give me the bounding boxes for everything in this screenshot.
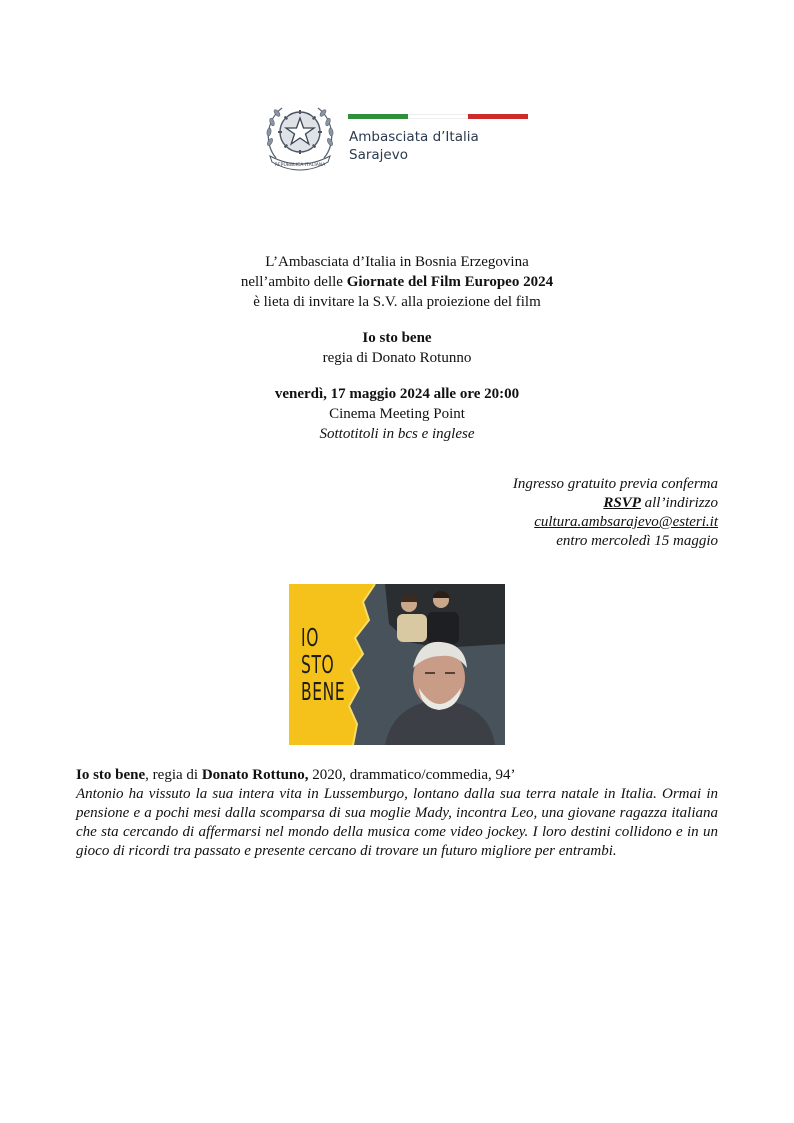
event-venue: Cinema Meeting Point	[329, 406, 465, 422]
film-title: Io sto bene	[362, 330, 432, 346]
event-subtitles: Sottotitoli in bcs e inglese	[319, 426, 475, 442]
synopsis-header	[76, 766, 718, 785]
rsvp-line-1: Ingresso gratuito previa conferma	[512, 476, 718, 492]
poster-title	[301, 624, 345, 705]
film-director: regia di Donato Rotunno	[322, 350, 472, 366]
intro-line-2-prefix: nell’ambito delle	[240, 274, 347, 290]
synopsis-title: Io sto bene	[76, 767, 146, 783]
rsvp-label: RSVP	[603, 495, 641, 511]
flag-green	[348, 114, 408, 119]
poster-title-line-2: STO	[301, 650, 335, 679]
rsvp-line-2	[513, 494, 718, 513]
poster-title-line-1: IO	[301, 623, 320, 652]
festival-name: Giornate del Film Europeo 2024	[346, 274, 554, 290]
poster-title-line-3: BENE	[301, 677, 346, 706]
embassy-name	[349, 128, 479, 164]
synopsis-details: 2020, drammatico/commedia, 94’	[308, 767, 516, 783]
italian-republic-emblem-icon	[262, 96, 338, 176]
intro-line-1: L’Ambasciata d’Italia in Bosnia Erzegovina	[265, 254, 529, 270]
event-datetime: venerdì, 17 maggio 2024 alle ore 20:00	[274, 386, 520, 402]
rsvp-email-link[interactable]: cultura.ambsarajevo@esteri.it	[534, 514, 718, 530]
flag-white	[408, 114, 468, 119]
synopsis-sep: , regia di	[145, 767, 202, 783]
invitation-intro	[90, 252, 704, 312]
intro-line-2	[90, 272, 704, 292]
film-info	[90, 328, 704, 368]
embassy-line-1: Ambasciata d’Italia	[349, 129, 479, 145]
flag-red	[468, 114, 528, 119]
embassy-line-2: Sarajevo	[349, 147, 408, 163]
film-poster-image	[289, 584, 505, 745]
synopsis-director: Donato Rottuno,	[201, 767, 309, 783]
film-synopsis	[76, 766, 718, 861]
rsvp-info	[513, 475, 718, 551]
rsvp-suffix: all’indirizzo	[640, 495, 718, 511]
intro-line-3: è lieta di invitare la S.V. alla proiezione del film	[253, 294, 541, 310]
italian-flag-stripe	[348, 114, 528, 119]
emblem-ribbon-text: REPUBBLICA ITALIANA	[274, 163, 326, 168]
event-info	[90, 384, 704, 444]
rsvp-deadline: entro mercoledì 15 maggio	[556, 533, 718, 549]
synopsis-body: Antonio ha vissuto la sua intera vita in Lussemburgo, lontano dalla sua terra natale in Italia. Ormai in pensione e a pochi mesi dalla scomparsa di sua moglie Mady, incontra Leo, una giovane ragazza italiana che sta cercando di affermarsi nel mondo della musica come video jockey. I loro destini collidono e in un gioco di ricordi tra passato e presente cercano di trovare un futuro migliore per entrambi.	[76, 786, 718, 859]
